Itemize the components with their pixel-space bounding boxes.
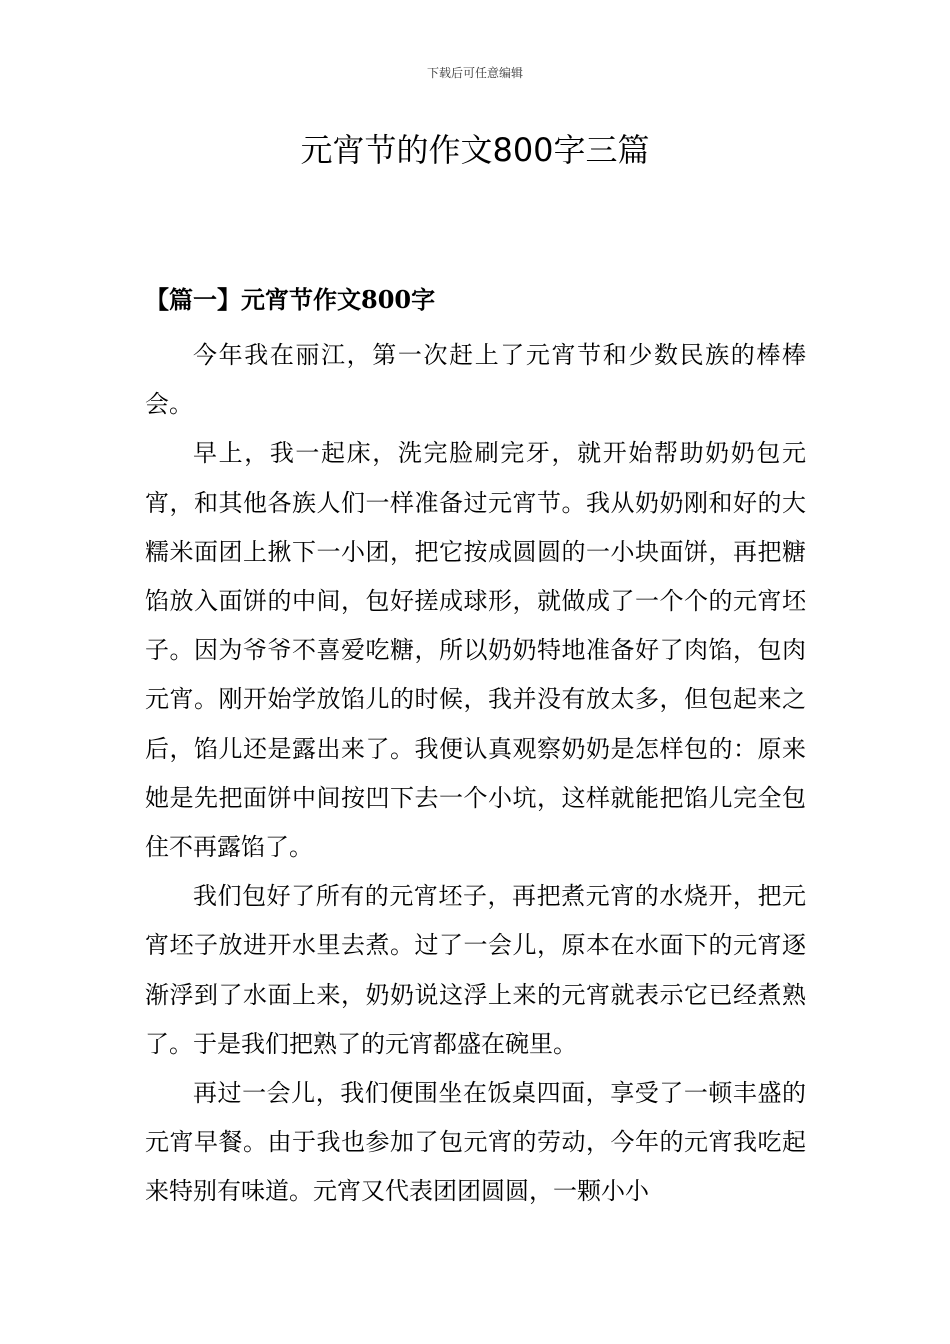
paragraph-4: 再过一会儿，我们便围坐在饭桌四面，享受了一顿丰盛的元宵早餐。由于我也参加了包元宵的劳动，今年的元宵我吃起来特别有味道。元宵又代表团团圆圆，一颗小小 (145, 1079, 806, 1206)
document-title: 元宵节的作文800字三篇 (300, 131, 650, 169)
article-body (145, 331, 806, 1217)
header-note: 下载后可任意编辑 (426, 66, 523, 80)
paragraph-1: 今年我在丽江，第一次赶上了元宵节和少数民族的棒棒会。 (145, 341, 806, 419)
section-heading: 【篇一】元宵节作文800字 (145, 285, 436, 314)
paragraph-2: 早上，我一起床，洗完脸刷完牙，就开始帮助奶奶包元宵，和其他各族人们一样准备过元宵节。我从奶奶刚和好的大糯米面团上揪下一小团，把它按成圆圆的一小块面饼，再把糖馅放入面饼的中间，包好搓成球形，就做成了一个个的元宵坯子。因为爷爷不喜爱吃糖，所以奶奶特地准备好了肉馅，包肉元宵。刚开始学放馅儿的时候，我并没有放太多，但包起来之后，馅儿还是露出来了。我便认真观察奶奶是怎样包的：原来她是先把面饼中间按凹下去一个小坑，这样就能把馅儿完全包住不再露馅了。 (145, 439, 806, 862)
paragraph-3: 我们包好了所有的元宵坯子，再把煮元宵的水烧开，把元宵坯子放进开水里去煮。过了一会儿，原本在水面下的元宵逐渐浮到了水面上来，奶奶说这浮上来的元宵就表示它已经煮熟了。于是我们把熟了的元宵都盛在碗里。 (145, 882, 806, 1058)
